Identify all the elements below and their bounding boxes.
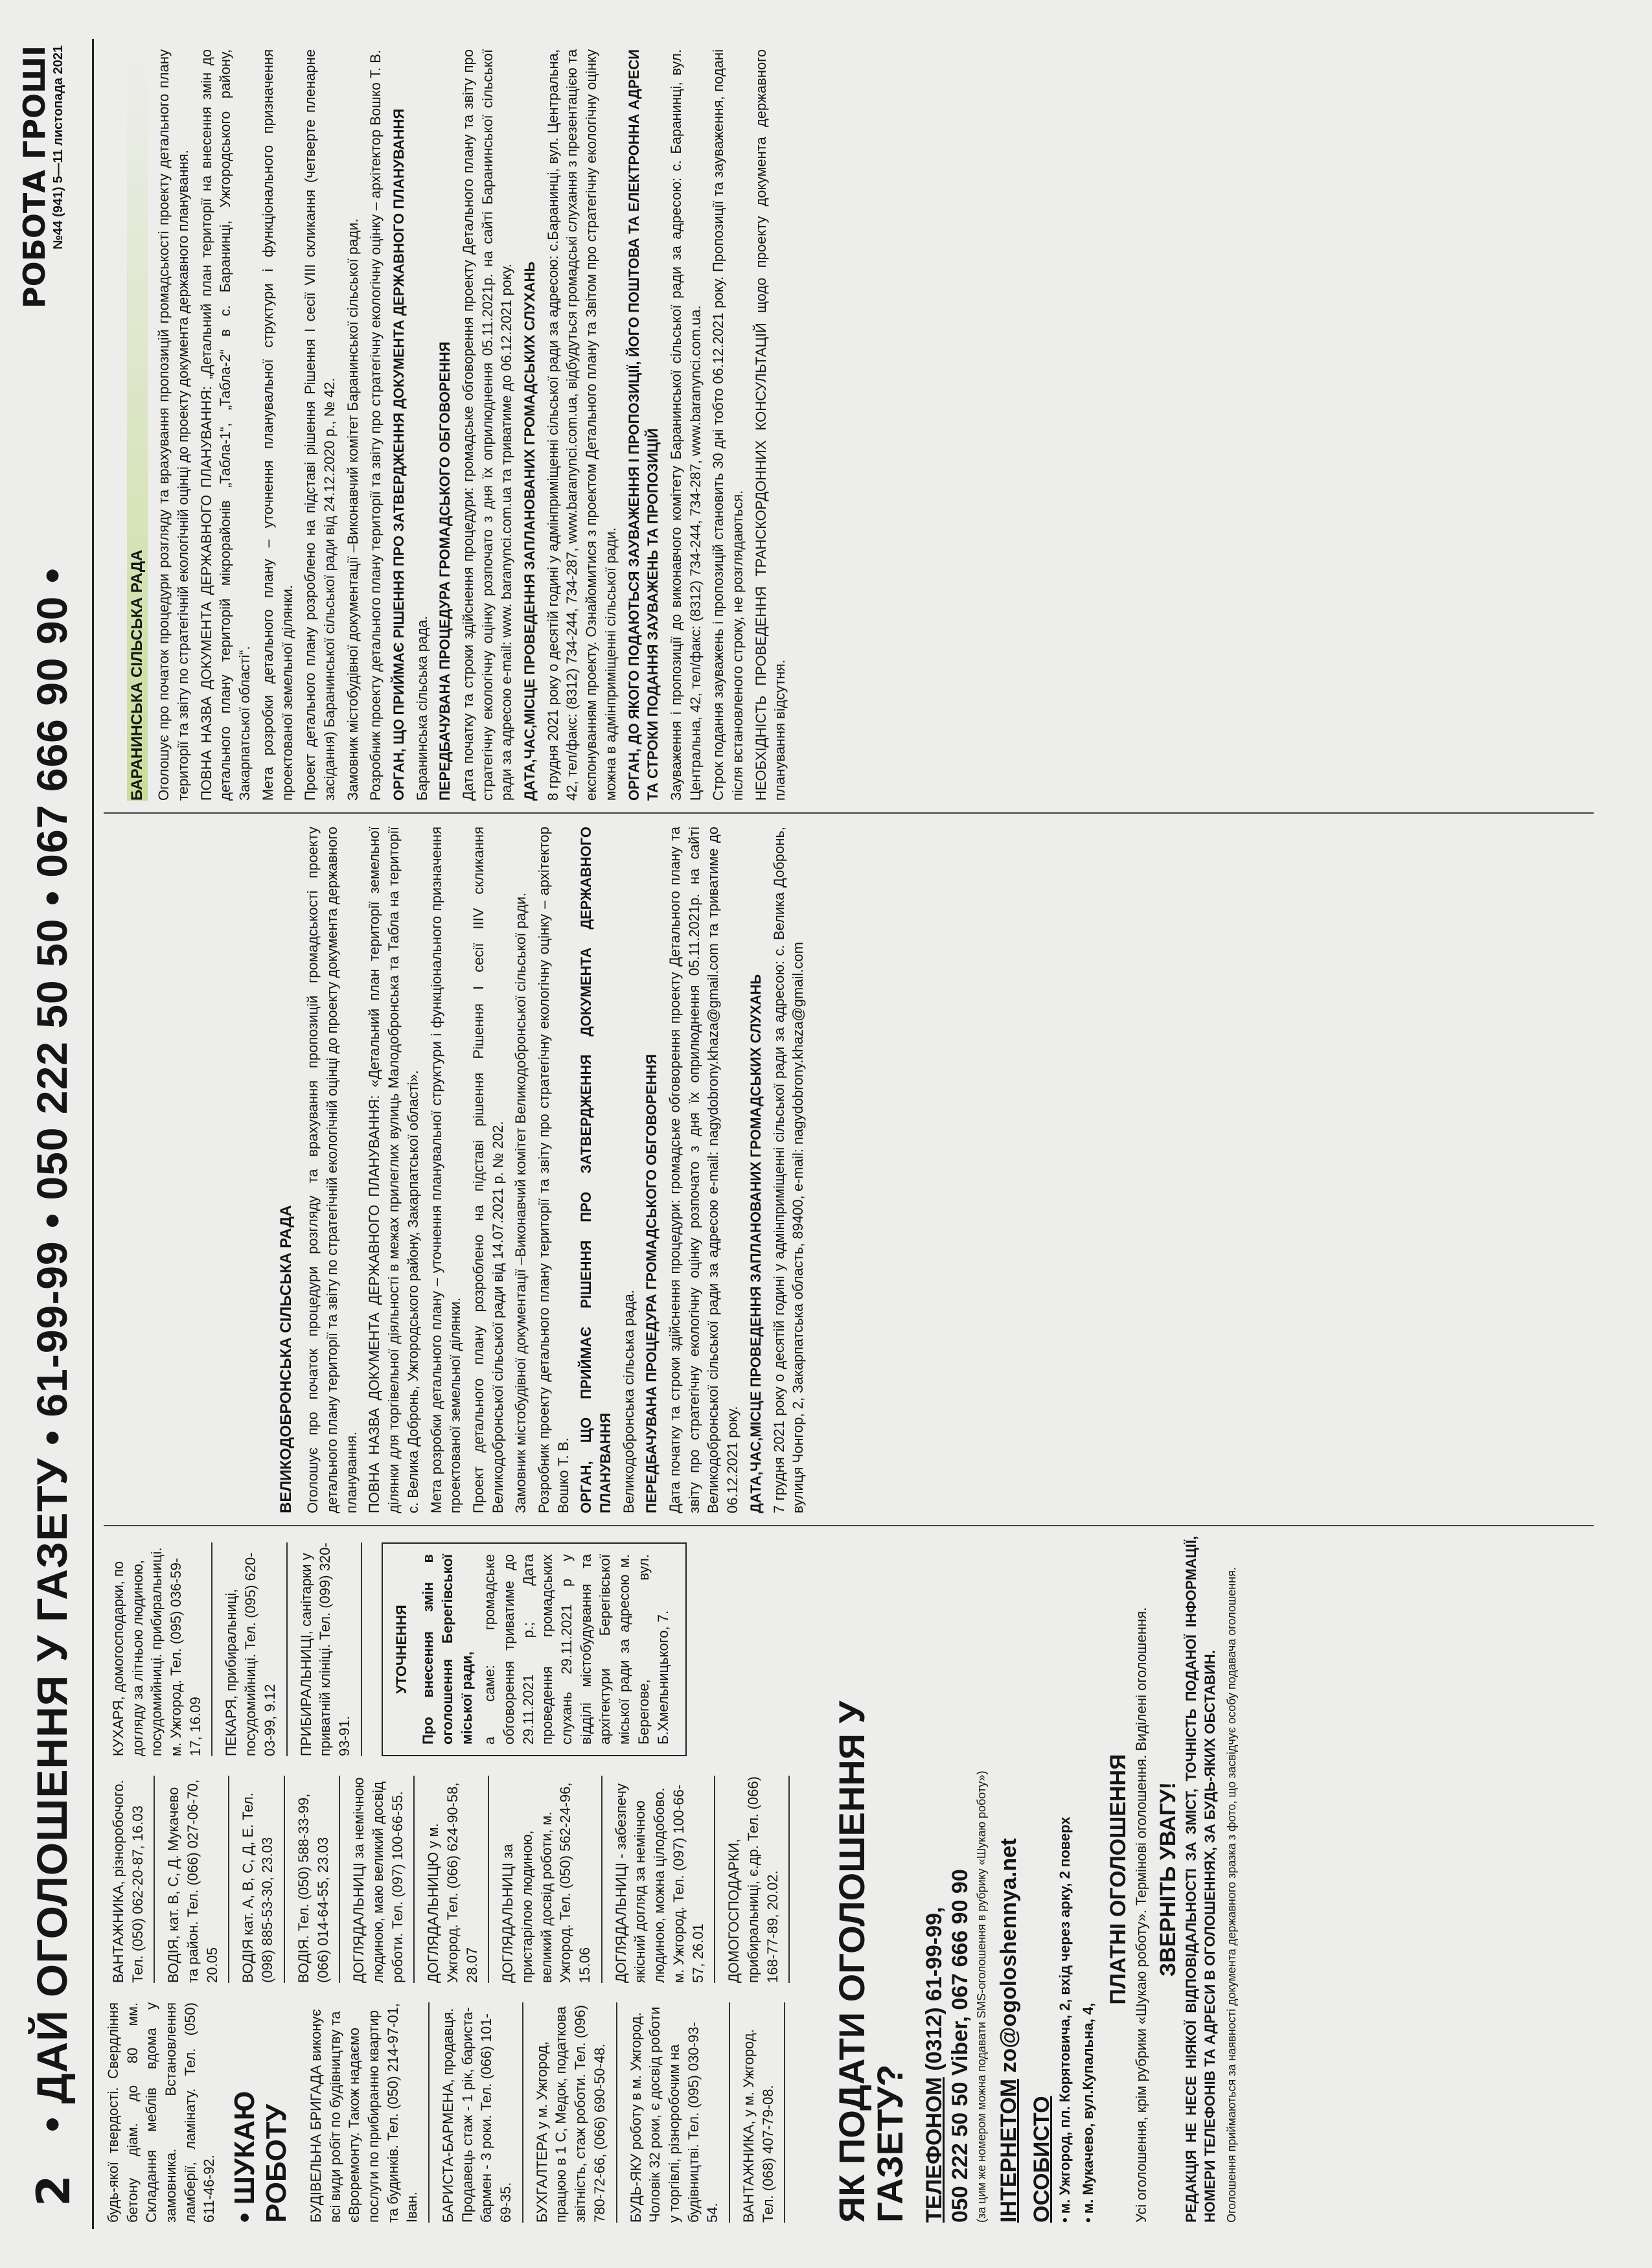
velyko-para: Проект детального плану розроблено на підставі рішення Рішення І сесії ІІІV скликання Великодобронської сільської ради від 14.07.2021 р. № 202.: [470, 827, 506, 1513]
ad-item: ВАНТАЖНИКА, різноробочого. Тел. (050) 062-20-87, 16.03: [104, 1776, 155, 1983]
footnote: Оголошення приймаються за наявності документа державного зразка з фото, що засвідчує особу подавача оголошення.: [1225, 1567, 1239, 2223]
paid-title: ПЛАТНІ ОГОЛОШЕННЯ: [1106, 1754, 1131, 2005]
column-3: [104, 1542, 687, 1756]
how-to-title: ЯК ПОДАТИ ОГОЛОШЕННЯ У ГАЗЕТУ?: [831, 1701, 910, 2223]
email-link[interactable]: zo@ogoloshennya.net: [996, 1838, 1022, 2073]
baran-title: БАРАНИНСЬКА СІЛЬСЬКА РАДА: [127, 49, 148, 801]
ad-item: ДОГЛЯДАЛЬНИЦІ за немічною людиною, маю великий досвід роботи. Тел. (097) 100-66-55.: [344, 1776, 415, 1983]
utochnennya-body: а саме: громадське обговорення триватиме до 29.11.2021 р.; Дата проведення громадських слухань 29.11.2021 р у відділі містобудування та архітектури Берегівської міської ради за адресою м. Берегове, вул. Б.Хмельницького, 7.: [481, 1554, 671, 1745]
how-to-submit: [829, 1536, 1243, 2223]
baran-para: Мета розробки детального плану – уточнення планувальної структури і функціонального призначення проектованої земельної ділянки.: [259, 49, 295, 801]
baraninska-notice: [123, 49, 794, 801]
utochnennya-box: [382, 1542, 687, 1756]
velykodobronska-notice: [272, 827, 812, 1513]
ad-item: ДОМОГОСПОДАРКИ, прибиральниці, є.др. Тел. (066) 168-77-89, 20.02.: [719, 1776, 790, 1983]
brand-name: РОБОТА ГРОШІ: [17, 45, 52, 309]
section-title-shukayu-robotu: • ШУКАЮ РОБОТУ: [229, 2090, 292, 2223]
ad-item: КУХАРЯ, домогосподарки, по догляду за літньою людиною, посудомийниці. прибиральниці. м. Ужгород. Тел. (095) 036-59-17, 16.09: [104, 1542, 212, 1756]
baran-para: Баранинська сільська рада.: [413, 615, 430, 801]
baran-para: ДАТА,ЧАС,МІСЦЕ ПРОВЕДЕННЯ ЗАПЛАНОВАНИХ ГРОМАДСЬКИХ СЛУХАНЬ: [522, 261, 538, 801]
column-divider: [104, 812, 1594, 814]
ad-item: ВОДІЯ. Тел. (050) 588-33-99, (066) 014-64-55, 23.03: [289, 1776, 340, 1983]
utochnennya-title: УТОЧНЕННЯ: [393, 1605, 409, 1694]
ad-item: ПЕКАРЯ, прибиральниці, посудомийниці. Тел. (095) 620-03-99, 9.12: [216, 1542, 287, 1756]
baran-para: Дата початку та строки здійснення процедури: громадське обговорення проекту Детального плану та звіту про стратегічну екологічну оцінку розпочато з дня їх оприлюднення 05.11.2021р. на сайті Баранинської сільської ради за адресою e-mail: www. baranynci.com.ua та триватиме до 06.12.2021 року.: [460, 49, 515, 801]
velyko-para: Великодобронська сільська рада.: [620, 1290, 637, 1513]
issue-date: №44 (941) 5—11 листопада 2021: [51, 45, 65, 250]
ad-item: ВАНТАЖНИКА, у м. Ужгород. Тел. (068) 407-79-08.: [734, 2002, 785, 2223]
ad-item: ДОГЛЯДАЛЬНИЦІ - забезпечу якісний догляд за немічною людиною, можна цілодобово. м. Ужгород. Тел. (097) 100-66-57, 26.01: [606, 1776, 715, 1983]
header-divider: [92, 39, 94, 2229]
ad-item: БУХГАЛТЕРА у м. Ужгород, працюю в 1 С, Медок, податкова звітність, стаж роботи. Тел. (096) 780-72-66, (066) 690-50-48.: [527, 2002, 617, 2223]
ad-item: БУДІВЕЛЬНА БРИГАДА виконує всі види робіт по будівництву та єВроремонту. Також надаємо послуги по прибиранню квартир та будинків. Тел. (050) 214-97-01, Іван.: [301, 2002, 430, 2223]
address-1: • м. Ужгород, пл. Корятовича, 2, вхід через арку, 2 поверх: [1057, 1816, 1073, 2223]
baran-para: ПОВНА НАЗВА ДОКУМЕНТА ДЕРЖАВНОГО ПЛАНУВАННЯ: „Детальний план території на внесення змін до детального плану територій мікрорайонів „Табла-1“, „Табла-2“ в с. Баранинці, Ужгородського району, Закарпатської області“.: [198, 49, 253, 801]
baran-para: Розробник проекту детального плану території та звіту про стратегічну екологічну оцінку – архітектор Вошко Т. В.: [367, 50, 384, 801]
baran-para: НЕОБХІДНІСТЬ ПРОВЕДЕННЯ ТРАНСКОРДОННИХ КОНСУЛЬТАЦІЙ щодо проекту документа державного планування відсутня.: [752, 49, 788, 801]
velyko-title: ВЕЛИКОДОБРОНСЬКА СІЛЬСЬКА РАДА: [277, 1205, 295, 1513]
velyko-para: 7 грудня 2021 року о десятій годині у адмінприміщенні сільської ради за адресою: с. Велика Добронь, вулиця Чонгор, 2, Закарпатська область, 89400, e-mail: nagydobrony.khaza@gmail.com: [770, 827, 807, 1513]
ad-item: ДОГЛЯДАЛЬНИЦЮ у м. Ужгород. Тел. (066) 624-90-58, 28.07: [419, 1776, 489, 1983]
utochnennya-lead: Про внесення змін в оголошення Берегівської міської ради,: [420, 1554, 475, 1745]
baran-para: Оголошує про початок процедури розгляду та врахування пропозицій громадськості проекту детального плану території та звіту по стратегічній екологічній оцінці до проекту документа державного планування.: [155, 49, 192, 801]
velyko-para: Мета розробки детального плану – уточнення планувальної структури і функціонального призначення проектованої земельної ділянки.: [428, 827, 464, 1513]
column-2: [104, 1776, 794, 1983]
phone-values-2: 050 222 50 50 Viber, 067 666 90 90: [948, 1869, 973, 2223]
ad-intro: будь-якої твердості. Свердління бетону діам. до 80 мм. Складання меблів вдома у замовника. Встановлення ламберії, ламінату. Тел. (050) 611-46-92.: [105, 2002, 218, 2223]
velyko-para: ОРГАН, ЩО ПРИЙМАЄ РІШЕННЯ ПРО ЗАТВЕРДЖЕННЯ ДОКУМЕНТА ДЕРЖАВНОГО ПЛАНУВАННЯ: [578, 827, 614, 1513]
baran-para: Строк подання зауважень і пропозицій становить 30 дні тобто 06.12.2021 року. Пропозиції та зауваження, подані після встановленого строку, не розглядаються.: [710, 49, 746, 801]
column-1: [104, 2002, 789, 2223]
header-phone-2: 050 222 50 50: [28, 918, 76, 1200]
ad-item: БУДЬ-ЯКУ роботу в м. Ужгород. Чоловік 32 роки, є досвід роботи у торгівлі, різноробочим на будівництві. Тел. (095) 030-93-54.: [621, 2002, 730, 2223]
personal-label: ОСОБИСТО: [1029, 2096, 1055, 2223]
baran-para: 8 грудня 2021 року о десятій годині у адмінприміщенні сільської ради за адресою: с.Баранинці, вул. Центральна, 42, тел/факс: (8312) 734-244, 734-287, www.baranynci.com.ua, відбудуться громадські слухання з презентацією та експонуванням проекту. Ознайомитися з проектом Детального плану та Звітом про стратегічну екологічну оцінку можна в адмінприміщенні сільської ради.: [544, 49, 619, 801]
phone-values: (0312) 61-99-99,: [921, 1907, 946, 2071]
ad-item: ПРИБИРАЛЬНИЦІ, санітарки у приватній клініці. Тел. (099) 320-93-91.: [292, 1542, 362, 1756]
baran-para: Замовник містобудівної документації –Виконавчий комітет Баранинської сільської ради.: [344, 218, 361, 801]
masthead-brand: [19, 45, 67, 308]
header-phone-3: 067 666 90 90: [28, 595, 76, 878]
velyko-para: ДАТА,ЧАС,МІСЦЕ ПРОВЕДЕННЯ ЗАПЛАНОВАНИХ ГРОМАДСЬКИХ СЛУХАНЬ: [747, 974, 764, 1513]
phone-label: ТЕЛЕФОНОМ (0312) 61-99-99,: [921, 1907, 946, 2223]
baran-para: ПЕРЕДБАЧУВАНА ПРОЦЕДУРА ГРОМАДСЬКОГО ОБГОВОРЕННЯ: [437, 341, 453, 801]
address-2: • м. Мукачево, вул.Купальна, 4,: [1079, 2002, 1096, 2223]
attention: ЗВЕРНІТЬ УВАГУ!: [1155, 1781, 1180, 1977]
velyko-para: ПОВНА НАЗВА ДОКУМЕНТА ДЕРЖАВНОГО ПЛАНУВАННЯ: «Детальний план території земельної ділянки для торгівельної діяльності в межах прилеглих вулиць Малодобронська та Табла на території с. Велика Добронь, Ужгородського району, Закарпатської області».: [366, 827, 421, 1513]
ad-item: ВОДІЯ, кат. В, С, Д. Мукачево та район. Тел. (066) 027-06-70, 20.05: [159, 1776, 229, 1983]
page-number: 2: [27, 2175, 80, 2206]
header-title: ДАЙ ОГОЛОШЕННЯ У ГАЗЕТУ: [28, 1458, 76, 2104]
ad-item: ДОГЛЯДАЛЬНИЦІ за пристарілою людиною, великий досвід роботи, м. Ужгород. Тел. (050) 562-24-96, 15.06: [493, 1776, 602, 1983]
baran-para: ОРГАН, ЩО ПРИЙМАЄ РІШЕННЯ ПРО ЗАТВЕРДЖЕННЯ ДОКУМЕНТА ДЕРЖАВНОГО ПЛАНУВАННЯ: [390, 108, 407, 801]
velyko-para: Замовник містобудівної документації –Виконавчий комітет Великодобронської сільської ради.: [512, 892, 529, 1513]
page-header: • ДАЙ ОГОЛОШЕННЯ У ГАЗЕТУ • 61-99-99 • 050 222 50 50 • 067 666 90 90 •: [28, 567, 76, 2132]
velyko-para: ПЕРЕДБАЧУВАНА ПРОЦЕДУРА ГРОМАДСЬКОГО ОБГОВОРЕННЯ: [643, 1054, 660, 1513]
velyko-para: Розробник проекту детального плану території та звіту про стратегічну екологічну оцінку – архітектор Вошко Т. В.: [535, 827, 571, 1513]
ad-item: ВОДІЯ кат. А, В, С, Д, Е. Тел. (098) 885-53-30, 23.03: [233, 1776, 284, 1983]
baran-para: Зауваження і пропозиції до виконавчого комітету Баранинської сільської ради за адресою: с. Баранинці, вул. Центральна, 42, тел/факс: (8312) 734-244, 734-287, www.baranynci.com.ua.: [667, 49, 704, 801]
header-phone-1: 61-99-99: [28, 1241, 76, 1417]
velyko-para: Оголошує про початок процедури розгляду та врахування пропозицій громадськості проекту детального плану території та звіту по стратегічній екологічній оцінці до проекту документа державного планування.: [304, 827, 360, 1513]
disclaimer: РЕДАКЦІЯ НЕ НЕСЕ НІЯКОЇ ВІДПОВІДАЛЬНОСТІ ЗА ЗМІСТ, ТОЧНІСТЬ ПОДАНОЇ ІНФОРМАЦІЇ, НОМЕРИ ТЕЛЕФОНІВ ТА АДРЕСИ В ОГОЛОШЕННЯХ, ЗА БУДЬ-ЯКИХ ОБСТАВИН.: [1182, 1536, 1219, 2223]
column-divider: [104, 1525, 1594, 1526]
baran-para: Проект детального плану розроблено на підставі рішення Рішення І сесії VIII скликання (четверте пленарне засідання) Баранинської сільської ради від 24.12.2020 р., № 42.: [302, 49, 338, 801]
sms-note: (за цим же номером можна подавати SMS-оголошення в рубрику «Шукаю роботу»): [975, 1770, 989, 2223]
internet-line: ІНТЕРНЕТОМ zo@ogoloshennya.net: [996, 1838, 1022, 2223]
baran-para: ОРГАН, ДО ЯКОГО ПОДАЮТЬСЯ ЗАУВАЖЕННЯ І ПРОПОЗИЦІЇ, ЙОГО ПОШТОВА ТА ЕЛЕКТРОННА АДРЕСИ ТА СТРОКИ ПОДАННЯ ЗАУВАЖЕНЬ ТА ПРОПОЗИЦІЙ: [625, 49, 661, 801]
ad-item: БАРИСТА-БАРМЕНА, продавця. Продавець стаж - 1 рік, бариста-бармен - 3 роки. Тел. (066) 101-69-35.: [433, 2002, 523, 2223]
velyko-para: Дата початку та строки здійснення процедури: громадське обговорення проекту Детального плану та звіту про стратегічну екологічну оцінку розпочато з дня їх оприлюднення 05.11.2021р. на сайті Великодобронської сільської ради за адресою e-mail: nagydobrony.khaza@gmail.com та триватиме до 06.12.2021 року.: [667, 827, 741, 1513]
paid-text: Усі оголошення, крім рубрики «Шукаю роботу». Термінові оголошення. Виділені оголошення.: [1133, 1607, 1150, 2223]
